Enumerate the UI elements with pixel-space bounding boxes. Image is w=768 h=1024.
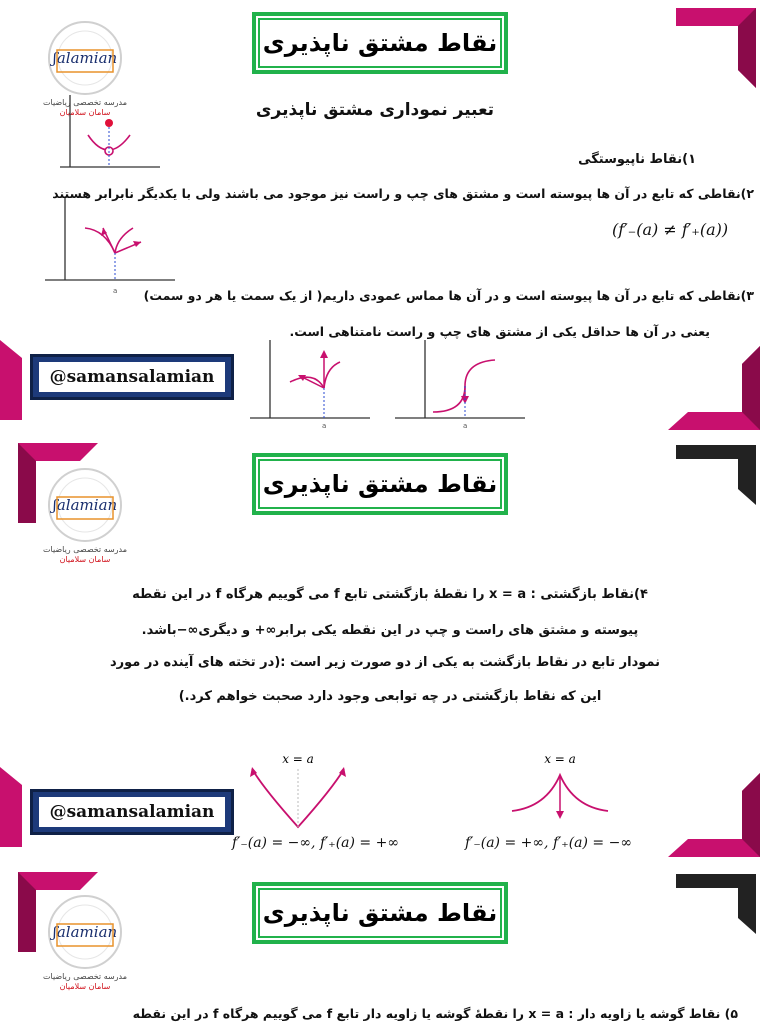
item-2-formula: (f′₋(a) ≠ f′₊(a)) [612,220,729,239]
board-panel-2 [0,437,768,862]
item-4-line-1: ۴)نقاط بازگشتی : x = a را نقطهٔ بازگشتی تابع f می گوییم هرگاه f در این نقطه [132,587,648,602]
graph-vertical-tangent-one-side [250,340,370,430]
logo-caption-name: سامان سلامیان [59,555,111,564]
item-3-vertical-tangent: ۳)نقاطی که تابع در آن ها پیوسته است و در آن ها مماس عمودی داریم( از یک سمت یا هر دو سمت) [143,288,754,303]
cusp-2-label: x = a [544,752,576,766]
item-4-line-2: پیوسته و مشتق های راست و چپ در این نقطه یکی برابر∞+ و دیگری∞−باشد. [141,623,639,638]
item-3-line-2: یعنی در آن ها حداقل یکی از مشتق های چپ و راست نامتناهی است. [289,324,710,339]
school-logo [40,465,130,545]
axis-label-a: a [322,422,327,430]
corner-decoration [676,8,756,88]
logo-caption-name: سامان سلامیان [59,108,111,117]
corner-decoration-left [0,767,22,847]
corner-decoration [676,874,756,934]
logo-caption-fa: مدرسه تخصصی ریاضیات [42,972,128,981]
svg-text:ʃalamian: ʃalamian [52,496,118,514]
board-panel-3 [0,862,768,1024]
axis-label-a: a [113,287,118,295]
cusp-1-label: x = a [282,752,314,766]
corner-decoration [668,773,760,857]
board-subtitle: تعبیر نموداری مشتق ناپذیری [255,100,495,120]
item-4-line-4: این که نقاط بازگشتی در چه توابعی وجود دارد صحبت خواهم کرد.) [178,689,602,704]
logo-caption-name: سامان سلامیان [59,982,111,991]
graph-discontinuity [60,95,160,175]
logo-caption [30,972,140,992]
corner-decoration-left [0,340,22,420]
graph-corner-point [45,198,175,293]
social-handle [30,354,234,400]
board-title: نقاط مشتق ناپذیری [252,882,508,944]
corner-decoration [668,346,760,430]
social-handle [30,789,234,835]
cusp-2-formula: f′₋(a) = +∞, f′₊(a) = −∞ [465,835,632,851]
svg-text:ʃalamian: ʃalamian [52,49,118,67]
item-5-corner-point: ۵) نقاط گوشه یا زاویه دار : x = a را نقطهٔ گوشه یا زاویه دار تابع f می گوییم هرگاه f در این نقطه [132,1006,738,1021]
board-title: نقاط مشتق ناپذیری [252,453,508,515]
graph-cusp-up [500,749,620,829]
graph-vertical-tangent-both-sides [395,340,525,430]
corner-decoration [676,445,756,505]
item-2-unequal-derivatives: ۲)نقاطی که تابع در آن ها پیوسته است و مشتق های چپ و راست نیز موجود می باشند ولی با یکدیگر نابرابر هستند [52,186,754,201]
logo-caption [30,545,140,565]
graph-cusp-down [240,749,360,829]
board-title: نقاط مشتق ناپذیری [252,12,508,74]
axis-label-a: a [463,422,468,430]
school-logo [40,18,130,98]
board-panel-1 [0,0,768,437]
school-logo [40,892,130,972]
cusp-1-formula: f′₋(a) = −∞, f′₊(a) = +∞ [232,835,399,851]
svg-text:ʃalamian: ʃalamian [52,923,118,941]
logo-caption-fa: مدرسه تخصصی ریاضیات [42,98,128,107]
item-1-discontinuity: ۱)نقاط ناپیوستگی [578,152,696,167]
logo-caption-fa: مدرسه تخصصی ریاضیات [42,545,128,554]
item-4-line-3: نمودار تابع در نقاط بازگشت به یکی از دو صورت زیر است :(در تخته های آینده در مورد [109,655,660,670]
social-handle-text: @samansalamian [39,362,225,392]
social-handle-text: @samansalamian [39,797,225,827]
